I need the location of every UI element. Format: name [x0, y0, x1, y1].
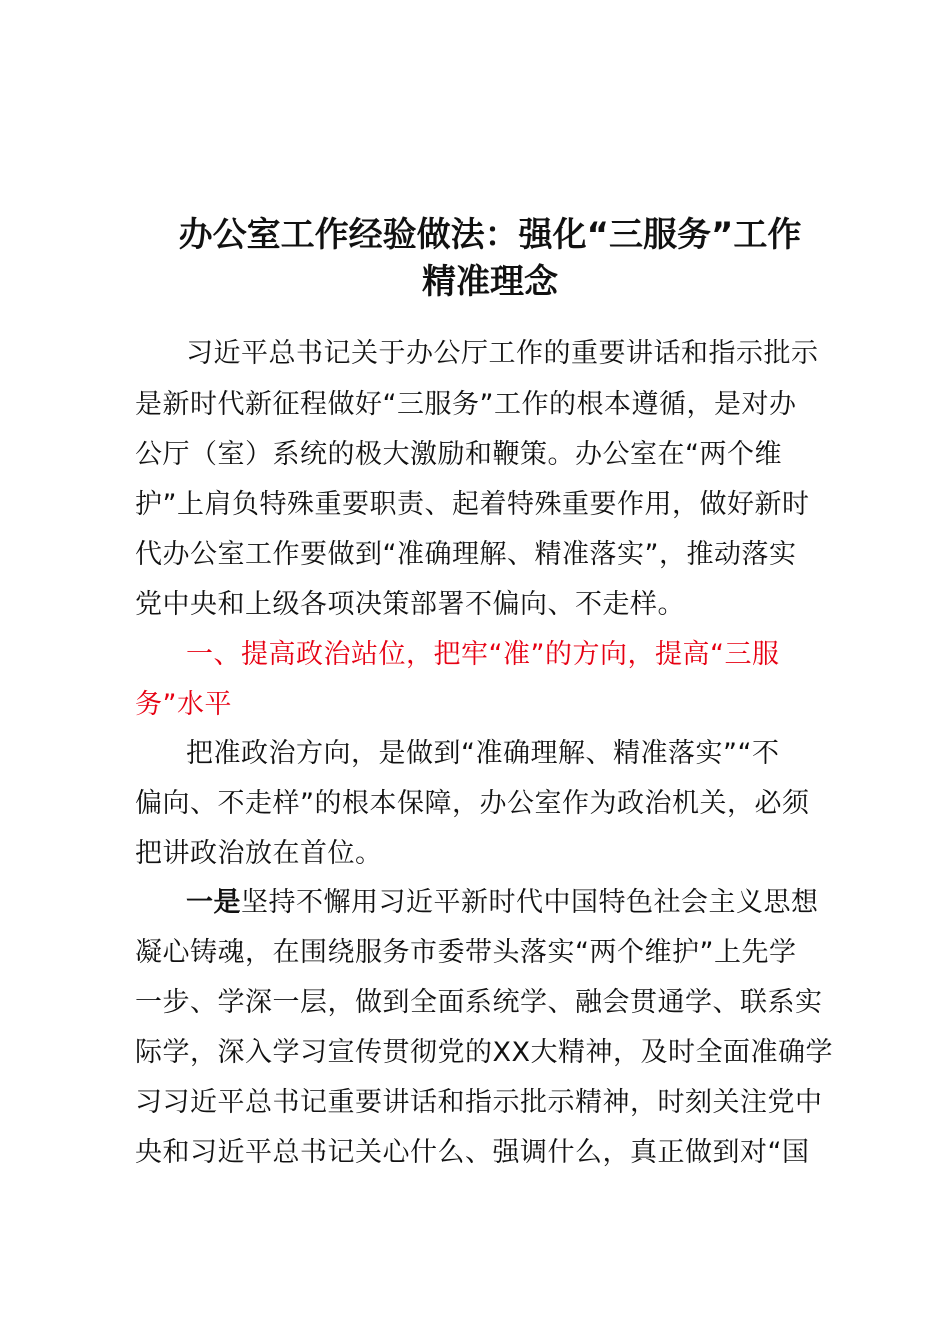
paragraph-3-line-2: 凝心铸魂，在围绕服务市委带头落实“两个维护”上先学: [135, 937, 797, 968]
paragraph-2-line-1: 把准政治方向，是做到“准确理解、精准落实”“不: [186, 738, 780, 769]
paragraph-3-lead: 一是: [186, 887, 241, 918]
paragraph-3-line-5: 习习近平总书记重要讲话和指示批示精神，时刻关注党中: [135, 1087, 823, 1118]
paragraph-3-line-3: 一步、学深一层，做到全面系统学、融会贯通学、联系实: [135, 987, 823, 1018]
section-heading-line-2: 务”水平: [135, 689, 232, 720]
paragraph-3-line-1-text: 坚持不懈用习近平新时代中国特色社会主义思想: [241, 887, 819, 918]
paragraph-1-line-6: 党中央和上级各项决策部署不偏向、不走样。: [135, 589, 685, 620]
paragraph-1-line-1: 习近平总书记关于办公厅工作的重要讲话和指示批示: [186, 338, 819, 369]
paragraph-3-line-4: 际学，深入学习宣传贯彻党的XX大精神，及时全面准确学: [135, 1037, 833, 1068]
section-heading-line-1: 一、提高政治站位，把牢“准”的方向，提高“三服: [186, 639, 780, 670]
paragraph-1-line-3: 公厅（室）系统的极大激励和鞭策。办公室在“两个维: [135, 439, 782, 470]
paragraph-3-line-6: 央和习近平总书记关心什么、强调什么，真正做到对“国: [135, 1137, 810, 1168]
paragraph-1-line-5: 代办公室工作要做到“准确理解、精准落实”，推动落实: [135, 539, 797, 570]
paragraph-2-line-3: 把讲政治放在首位。: [135, 838, 383, 869]
paragraph-1-line-2: 是新时代新征程做好“三服务”工作的根本遵循，是对办: [135, 389, 797, 420]
document-title-line-1: 办公室工作经验做法：强化“三服务”工作: [178, 215, 802, 255]
paragraph-2-line-2: 偏向、不走样”的根本保障，办公室作为政治机关，必须: [135, 788, 810, 819]
document-title-line-2: 精准理念: [422, 262, 558, 302]
paragraph-1-line-4: 护”上肩负特殊重要职责、起着特殊重要作用，做好新时: [135, 489, 810, 520]
paragraph-3-line-1: [186, 878, 846, 928]
